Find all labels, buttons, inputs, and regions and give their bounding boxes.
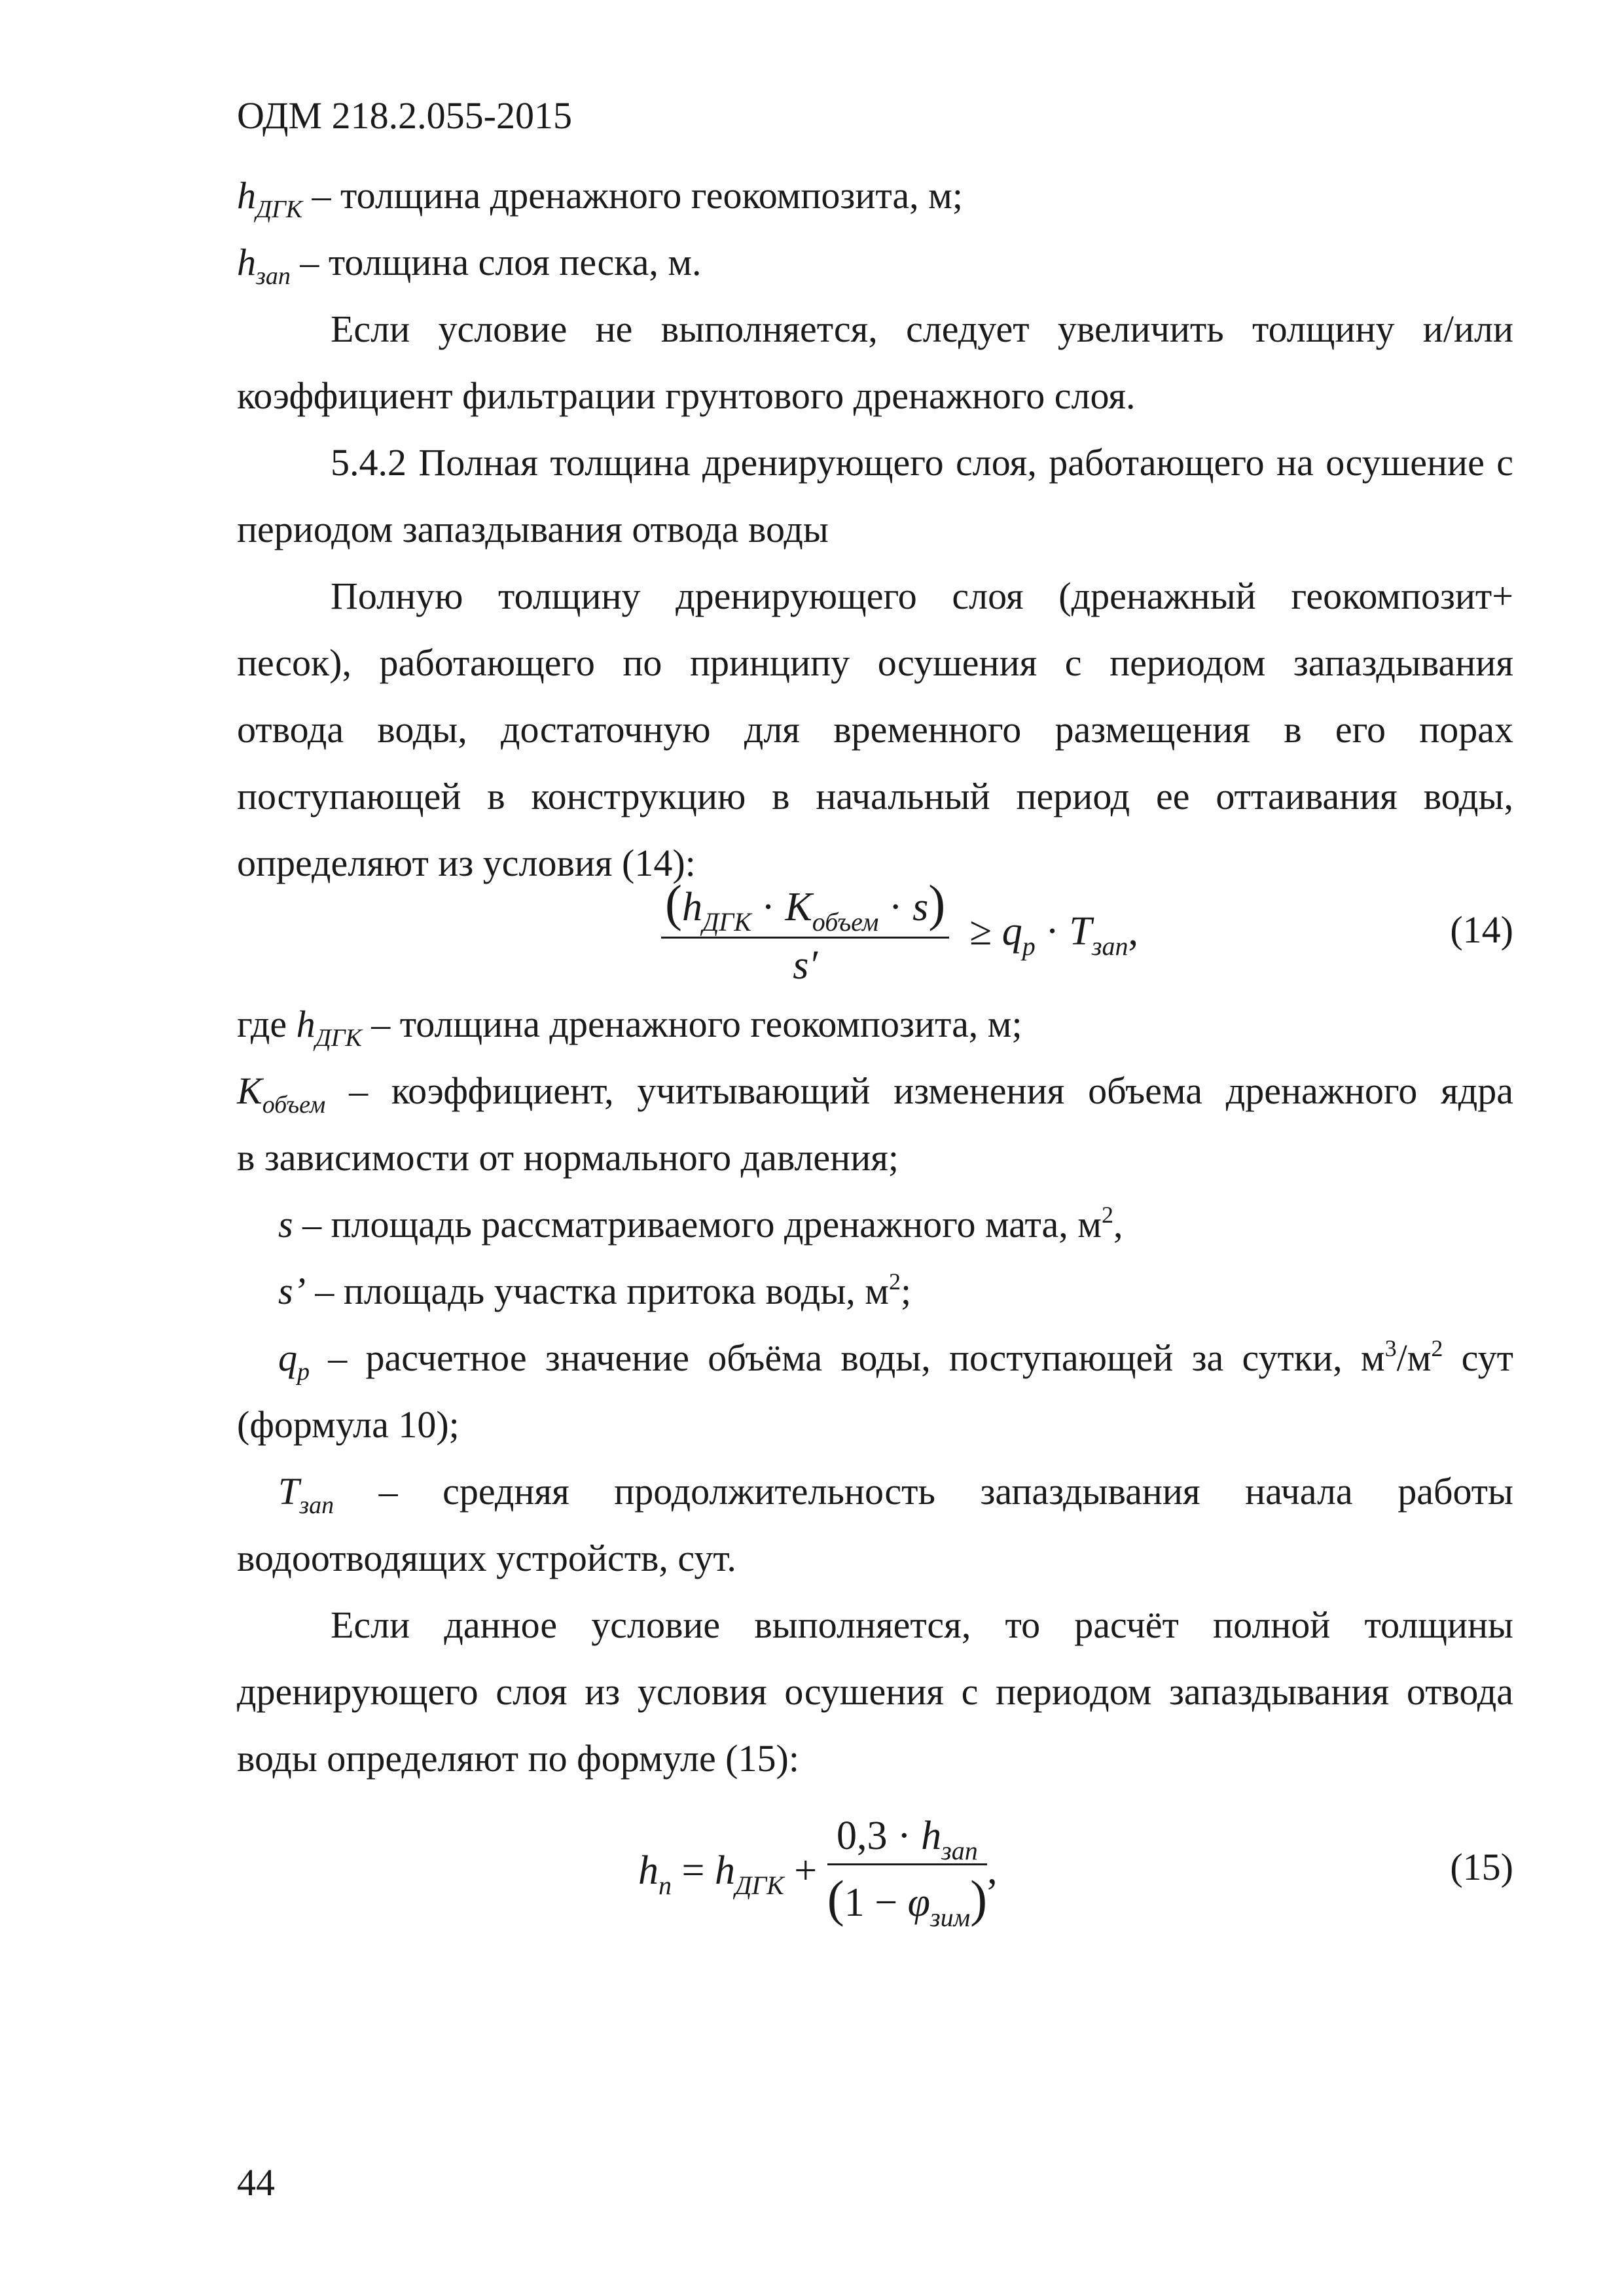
paragraph-line: определяют из условия (14): [237,842,696,884]
formula-14-rhs: ≥ $q_p \cdot T_{зап}$, [969,908,1138,961]
where-definition-q-p: $q_р$ – расчетное значение объёма воды, поступающей за сутки, $м^3/м^2$ сут [278,1335,1514,1386]
paragraph-line: Если условие не выполняется, следует увеличить толщину и/или [331,308,1513,350]
paragraph-line: отвода воды, достаточную для временного размещения в его порах [237,708,1513,751]
formula-15-lhs: $h_п = h_{ДГК}$ + [638,1848,827,1900]
symbol: h [237,174,256,217]
formula-14-numerator: $(h_{ДГК} \cdot K_{объем} \cdot s)$ [661,874,949,939]
where-definition-s: s – площадь рассматриваемого дренажного мата, $м^2$, [278,1202,1123,1246]
where-definition-h-dgk: где $h_{ДГК}$ – толщина дренажного геокомпозита, м; [237,1003,1022,1052]
formula-15-denominator: $(1 - \varphi_{зим})$ [827,1870,988,1932]
where-definition-k-obem: $K_{объем}$ – коэффициент, учитывающий изменения объема дренажного ядра [237,1069,1513,1119]
paragraph-line: песок), работающего по принципу осушения с периодом запаздывания [237,641,1513,684]
paragraph-line: Полную толщину дренирующего слоя (дренажный геокомпозит+ [331,575,1513,617]
paragraph-line: водоотводящих устройств, сут. [237,1537,736,1579]
page-number: 44 [237,2161,275,2204]
paragraph-line: дренирующего слоя из условия осушения с периодом запаздывания отвода [237,1670,1513,1713]
paragraph-line: в зависимости от нормального давления; [237,1136,899,1179]
paragraph-line: коэффициент фильтрации грунтового дренажного слоя. [237,374,1136,417]
where-definition-s-prime: s’ – площадь участка притока воды, $м^2$; [278,1268,912,1312]
document-header: ОДМ 218.2.055-2015 [237,94,572,137]
paragraph-line: Если данное условие выполняется, то расчёт полной толщины [331,1604,1513,1646]
formula-14-fraction [661,874,949,989]
formula-15: $h_п = h_{ДГК}$ + $\frac{0,3 \cdot h_{зап}}{(1 - \varphi_{зим})}$ , [638,1814,998,1932]
paragraph-line: (формула 10); [237,1403,460,1446]
subscript: ДГК [256,196,303,223]
paragraph-line: поступающей в конструкцию в начальный период ее оттаивания воды, [237,775,1513,817]
definition-text: – толщина дренажного геокомпозита, м; [302,174,963,217]
paragraph-line: воды определяют по формуле (15): [237,1737,799,1780]
definition-h-dgk [237,173,1513,223]
formula-15-fraction [827,1813,988,1932]
subscript: зап [256,262,291,290]
formula-15-numerator: $0,3 \cdot h_{зап}$ [827,1813,987,1865]
formula-14 [661,874,1138,989]
definition-h-zap [237,240,1513,290]
formula-14-denominator: s′ [793,943,818,988]
equation-number-14: (14) [1450,908,1513,951]
section-heading-line: периодом запаздывания отвода воды [237,508,829,550]
definition-text: – толщина слоя песка, м. [290,241,702,283]
symbol: h [237,241,256,283]
where-definition-t-zap: $T_{зап}$ – средняя продолжительность запаздывания начала работы [278,1470,1513,1519]
section-heading-line: 5.4.2 Полная толщина дренирующего слоя, работающего на осушение с [331,441,1513,484]
equation-number-15: (15) [1450,1846,1513,1888]
